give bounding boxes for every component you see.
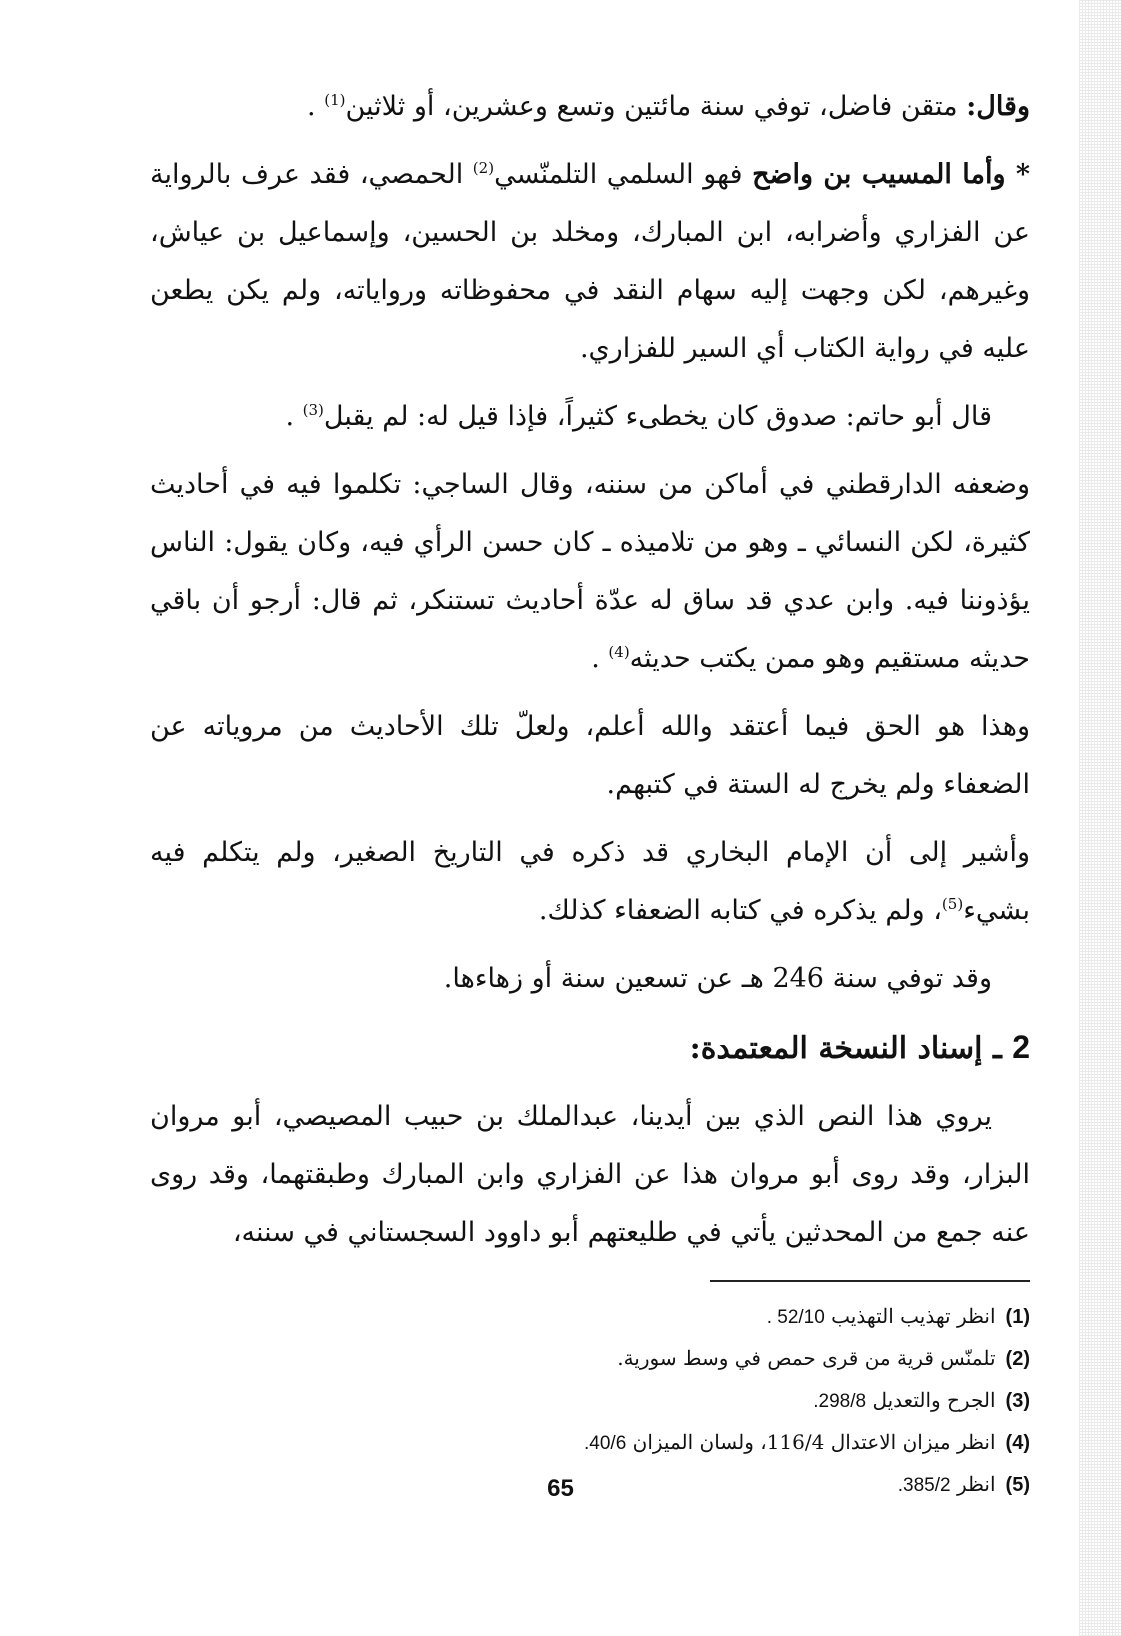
footnote-5-ref: 385/2. <box>897 1475 951 1496</box>
footnote-3 <box>150 1380 1030 1422</box>
footnote-3-text: الجرح والتعديل <box>872 1388 996 1412</box>
footnote-4-number: (4) <box>1005 1432 1030 1454</box>
footnote-5-number: (5) <box>1005 1474 1030 1496</box>
paragraph-2-text: فهو السلمي التلمنّسي <box>494 159 753 190</box>
footnote-2 <box>150 1338 1030 1380</box>
paragraph-1-lead: وقال: <box>966 91 1030 122</box>
footnote-4-ref: 40/6. <box>584 1433 627 1454</box>
paragraph-3-text: قال أبو حاتم: صدوق كان يخطىء كثيراً، فإذا قيل له: لم يقبل <box>323 401 992 432</box>
paragraph-4-tail: . <box>591 643 609 674</box>
paragraph-5-text: وهذا هو الحق فيما أعتقد والله أعلم، ولعلّ تلك الأحاديث من مروياته عن الضعفاء ولم يخرج له الستة في كتبهم. <box>150 711 1030 800</box>
paragraph-3-tail: . <box>285 401 303 432</box>
page-body <box>150 78 1030 1506</box>
paragraph-4-text: وضعفه الدارقطني في أماكن من سننه، وقال الساجي: تكلموا فيه في أحاديث كثيرة، لكن النسائي ـ وهو من تلاميذه ـ كان حسن الرأي فيه، وكان يقول: الناس يؤذوننا فيه. وابن عدي قد ساق له عدّة أحاديث تستنكر، ثم قال: أرجو أن باقي حديثه مستقيم وهو ممن يكتب حديثه <box>150 469 1031 674</box>
footnote-2-number: (2) <box>1005 1348 1030 1370</box>
section-heading <box>150 1018 1030 1078</box>
footnote-2-text: تلمنّس قرية من قرى حمص في وسط سورية. <box>617 1346 996 1370</box>
paragraph-6-text: وأشير إلى أن الإمام البخاري قد ذكره في التاريخ الصغير، ولم يتكلم فيه بشيء <box>150 837 1030 926</box>
footnote-separator <box>710 1280 1030 1282</box>
footnote-3-ref: 298/8. <box>813 1391 867 1412</box>
paragraph-5 <box>150 698 1030 814</box>
paragraph-2-tail: الحمصي، فقد عرف بالرواية عن الفزاري وأضرابه، ابن المبارك، ومخلد بن الحسين، وإسماعيل بن عياش، وغيرهم، لكن وجهت إليه سهام النقد في محفوظاته ورواياته، ولم يكن يطعن عليه في رواية الكتاب أي السير للفزاري. <box>150 159 1030 364</box>
footnote-5-text: انظر <box>956 1472 996 1496</box>
section-heading-text: ـ إسناد النسخة المعتمدة: <box>689 1031 1013 1066</box>
paragraph-7-text: وقد توفي سنة 246 هـ عن تسعين سنة أو زهاءها. <box>443 963 992 994</box>
paragraph-2 <box>150 146 1030 378</box>
scan-edge-texture <box>1079 0 1121 1636</box>
section-heading-number: 2 <box>1012 1029 1030 1065</box>
footnote-1-text: انظر تهذيب التهذيب <box>831 1304 996 1328</box>
paragraph-1 <box>150 78 1030 136</box>
footnote-3-number: (3) <box>1005 1390 1030 1412</box>
paragraph-1-text: متقن فاضل، توفي سنة مائتين وتسع وعشرين، أو ثلاثين <box>345 91 967 122</box>
paragraph-6 <box>150 824 1030 940</box>
footnote-ref-5[interactable]: (5) <box>941 895 964 913</box>
paragraph-2-lead: * وأما المسيب بن واضح <box>752 159 1031 190</box>
footnote-4-text: انظر ميزان الاعتدال 116/4، ولسان الميزان <box>632 1430 996 1454</box>
paragraph-3 <box>150 388 1030 446</box>
paragraph-7 <box>150 950 1030 1008</box>
footnote-ref-3[interactable]: (3) <box>302 401 324 419</box>
paragraph-6-tail: ، ولم يذكره في كتابه الضعفاء كذلك. <box>538 895 942 926</box>
footnote-ref-4[interactable]: (4) <box>608 643 630 661</box>
closing-paragraph: يروي هذا النص الذي بين أيدينا، عبدالملك بن حبيب المصيصي، أبو مروان البزار، وقد روى أبو مروان هذا عن الفزاري وابن المبارك وطبقتهما، وقد روى عنه جمع من المحدثين يأتي في طليعتهم أبو داوود السجستاني في سننه، <box>150 1101 1030 1248</box>
paragraph-1-tail: . <box>307 91 325 122</box>
footnote-1 <box>150 1296 1030 1338</box>
page-number: 65 <box>547 1475 574 1502</box>
paragraph-4 <box>150 456 1030 688</box>
footnote-1-number: (1) <box>1005 1306 1030 1328</box>
footnote-4 <box>150 1422 1030 1464</box>
footnote-ref-2[interactable]: (2) <box>472 159 495 177</box>
footnote-1-ref: 52/10 . <box>766 1307 825 1328</box>
footnote-ref-1[interactable]: (1) <box>324 91 346 109</box>
